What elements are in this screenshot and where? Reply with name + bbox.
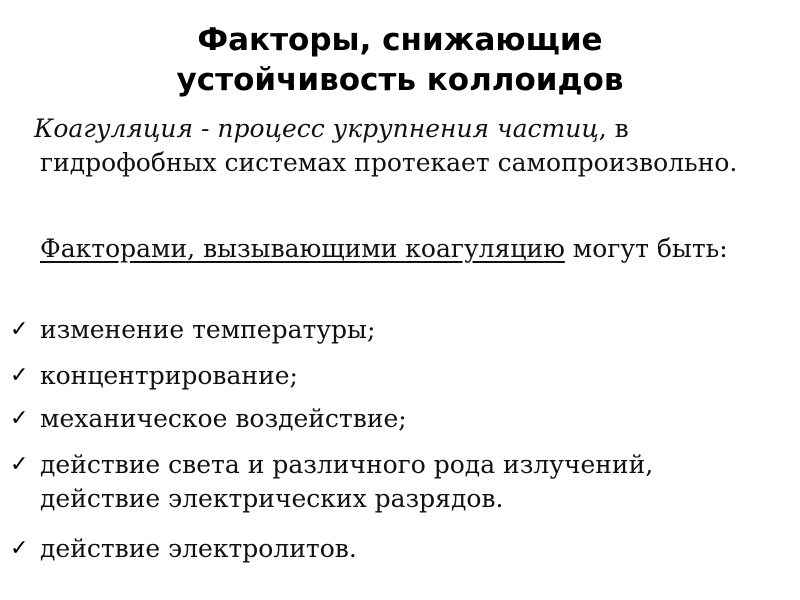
- coagulation-definition: Коагуляция - процесс укрупнения частиц: [34, 114, 599, 143]
- factors-intro-rest: могут быть:: [564, 234, 728, 263]
- list-item: [10, 402, 780, 436]
- coagulation-description: , в гидрофобных системах протекает самопроизвольно.: [40, 114, 738, 177]
- list-item: [10, 532, 780, 566]
- list-item: [10, 448, 780, 516]
- coagulation-paragraph: [34, 112, 770, 180]
- slide-title: [100, 20, 700, 100]
- list-item-text: изменение температуры;: [40, 315, 376, 344]
- factors-heading: Факторами, вызывающими коагуляцию: [40, 234, 565, 263]
- check-icon: ✓: [10, 317, 29, 342]
- factors-intro-paragraph: [40, 232, 770, 266]
- check-icon: ✓: [10, 406, 29, 431]
- title-line-1: Факторы, снижающие: [197, 22, 603, 58]
- title-line-2: устойчивость коллоидов: [176, 62, 624, 98]
- check-icon: ✓: [10, 452, 29, 477]
- list-item-text: действие света и различного рода излучений, действие электрических разрядов.: [40, 450, 654, 513]
- list-item-text: механическое воздействие;: [40, 404, 407, 433]
- list-item-text: концентрирование;: [40, 361, 298, 390]
- list-item-text: действие электролитов.: [40, 534, 357, 563]
- check-icon: ✓: [10, 536, 29, 561]
- list-item: [10, 313, 780, 347]
- list-item: [10, 359, 780, 393]
- check-icon: ✓: [10, 363, 29, 388]
